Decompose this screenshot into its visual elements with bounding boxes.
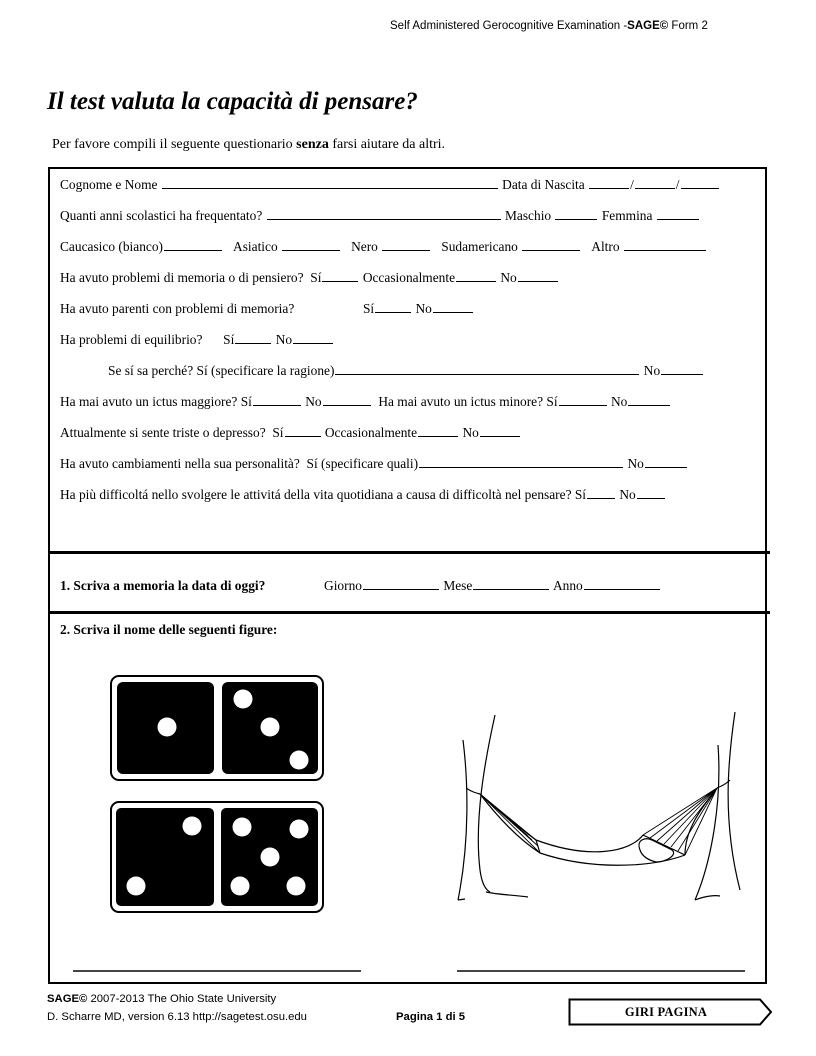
- month-field[interactable]: [473, 577, 549, 590]
- footer-version: D. Scharre MD, version 6.13 http://sagetest.osu.edu: [47, 1011, 307, 1023]
- figure-2-answer-line[interactable]: [457, 970, 745, 972]
- personality-yes-label: Sí (specificare quali): [306, 456, 419, 471]
- stroke-major-no-field[interactable]: [323, 393, 371, 406]
- female-label: Femmina: [601, 208, 653, 223]
- intro-post: farsi aiutare da altri.: [328, 137, 446, 152]
- relatives-no-field[interactable]: [433, 300, 473, 313]
- page-number: Pagina 1 di 5: [396, 1011, 466, 1023]
- balance-no-field[interactable]: [293, 331, 333, 344]
- question-1-row: [60, 577, 661, 594]
- balance-question-row: [60, 331, 334, 348]
- stroke-minor-yes-field[interactable]: [559, 393, 607, 406]
- stroke-question-row: [60, 393, 671, 410]
- memory-no-field[interactable]: [518, 269, 558, 282]
- memory-sometimes-label: Occasionalmente: [362, 270, 456, 285]
- form-header: [390, 20, 708, 32]
- depressed-sometimes-field[interactable]: [418, 424, 458, 437]
- depressed-yes-field[interactable]: [285, 424, 321, 437]
- turn-page-label: GIRI PAGINA: [624, 1005, 708, 1019]
- memory-question-row: [60, 269, 559, 286]
- question-2-row: [60, 622, 277, 638]
- depressed-no-field[interactable]: [480, 424, 520, 437]
- depressed-label: Attualmente si sente triste o depresso?: [60, 425, 266, 440]
- balance-yes-field[interactable]: [235, 331, 271, 344]
- memory-yes-field[interactable]: [322, 269, 358, 282]
- memory-no-label: No: [500, 270, 517, 285]
- daily-yes-field[interactable]: [587, 486, 615, 499]
- daily-no-field[interactable]: [637, 486, 665, 499]
- section-divider: [48, 551, 770, 554]
- depressed-yes-label: Sí: [272, 425, 284, 440]
- header-form: Form 2: [668, 20, 708, 32]
- dob-month-field[interactable]: [635, 176, 675, 189]
- page-title: Il test valuta la capacità di pensare?: [47, 88, 418, 115]
- black-label: Nero: [351, 239, 378, 254]
- daily-label: Ha più difficoltá nello svolgere le attivitá della vita quotidiana a causa di difficoltà nel pensare? Sí: [60, 487, 587, 502]
- balance-reason-no-field[interactable]: [661, 362, 703, 375]
- balance-yes-label: Sí: [223, 332, 235, 347]
- female-field[interactable]: [657, 207, 699, 220]
- balance-reason-no-label: No: [643, 363, 661, 378]
- male-field[interactable]: [555, 207, 597, 220]
- name-label: Cognome e Nome: [60, 177, 158, 192]
- southamerican-label: Sudamericano: [441, 239, 518, 254]
- footer-brand: SAGE©: [47, 993, 88, 1005]
- asian-label: Asiatico: [233, 239, 278, 254]
- question-2-label: 2. Scriva il nome delle seguenti figure:: [60, 622, 278, 637]
- stroke-major-yes-field[interactable]: [253, 393, 301, 406]
- personality-no-field[interactable]: [645, 455, 687, 468]
- balance-label: Ha problemi di equilibrio?: [60, 332, 203, 347]
- other-label: Altro: [591, 239, 620, 254]
- hammock-icon: [440, 700, 760, 920]
- name-field[interactable]: [162, 176, 498, 189]
- depressed-question-row: [60, 424, 521, 441]
- intro-pre: Per favore compili il seguente questionario: [52, 137, 297, 152]
- stroke-minor-no-field[interactable]: [628, 393, 670, 406]
- stroke-minor-label: Ha mai avuto un ictus minore? Sí: [378, 394, 558, 409]
- school-label: Quanti anni scolastici ha frequentato?: [60, 208, 263, 223]
- question-1-label: 1. Scriva a memoria la data di oggi?: [60, 578, 266, 593]
- black-field[interactable]: [382, 238, 430, 251]
- southamerican-field[interactable]: [522, 238, 580, 251]
- header-brand: SAGE©: [627, 20, 669, 32]
- memory-yes-label: Sí: [310, 270, 322, 285]
- balance-no-label: No: [275, 332, 293, 347]
- intro-text: [52, 137, 445, 153]
- personality-no-label: No: [627, 456, 644, 471]
- personality-yes-field[interactable]: [419, 455, 623, 468]
- relatives-label: Ha avuto parenti con problemi di memoria?: [60, 301, 295, 316]
- balance-reason-field[interactable]: [335, 362, 639, 375]
- dob-year-field[interactable]: [681, 176, 719, 189]
- day-field[interactable]: [363, 577, 439, 590]
- caucasian-field[interactable]: [164, 238, 222, 251]
- caucasian-label: Caucasico (bianco): [60, 239, 163, 254]
- memory-label: Ha avuto problemi di memoria o di pensiero?: [60, 270, 304, 285]
- asian-field[interactable]: [282, 238, 340, 251]
- turn-page-button[interactable]: [568, 998, 773, 1026]
- personality-label: Ha avuto cambiamenti nella sua personalità?: [60, 456, 300, 471]
- personality-question-row: [60, 455, 688, 472]
- school-row: [60, 207, 700, 224]
- other-field[interactable]: [624, 238, 706, 251]
- relatives-question-row: [60, 300, 474, 317]
- footer-copyright: [47, 993, 276, 1005]
- day-label: Giorno: [324, 578, 362, 593]
- dominoes-icon: [108, 672, 330, 918]
- relatives-yes-field[interactable]: [375, 300, 411, 313]
- male-label: Maschio: [505, 208, 552, 223]
- stroke-minor-no-label: No: [610, 394, 628, 409]
- header-text: Self Administered Gerocognitive Examination -: [390, 20, 628, 32]
- relatives-yes-label: Sí: [362, 301, 375, 316]
- intro-bold: senza: [296, 137, 329, 152]
- year-label: Anno: [552, 578, 583, 593]
- figure-1-answer-line[interactable]: [73, 970, 361, 972]
- depressed-sometimes-label: Occasionalmente: [324, 425, 418, 440]
- dob-day-field[interactable]: [589, 176, 629, 189]
- balance-reason-row: [108, 362, 704, 379]
- depressed-no-label: No: [462, 425, 479, 440]
- daily-no-label: No: [619, 487, 636, 502]
- daily-activities-question-row: [60, 486, 666, 503]
- name-row: Cognome e Nome Data di Nascita / /: [60, 176, 720, 193]
- year-field[interactable]: [584, 577, 660, 590]
- balance-reason-label: Se sí sa perché? Sí (specificare la ragione): [108, 363, 335, 378]
- stroke-major-no-label: No: [305, 394, 322, 409]
- stroke-major-label: Ha mai avuto un ictus maggiore? Sí: [60, 394, 252, 409]
- ethnicity-row: [60, 238, 707, 255]
- dob-label: Data di Nascita: [502, 177, 585, 192]
- footer-line1: 2007-2013 The Ohio State University: [87, 993, 277, 1005]
- relatives-no-label: No: [415, 301, 432, 316]
- memory-sometimes-field[interactable]: [456, 269, 496, 282]
- section-divider: [48, 611, 770, 614]
- month-label: Mese: [443, 578, 473, 593]
- school-years-field[interactable]: [267, 207, 501, 220]
